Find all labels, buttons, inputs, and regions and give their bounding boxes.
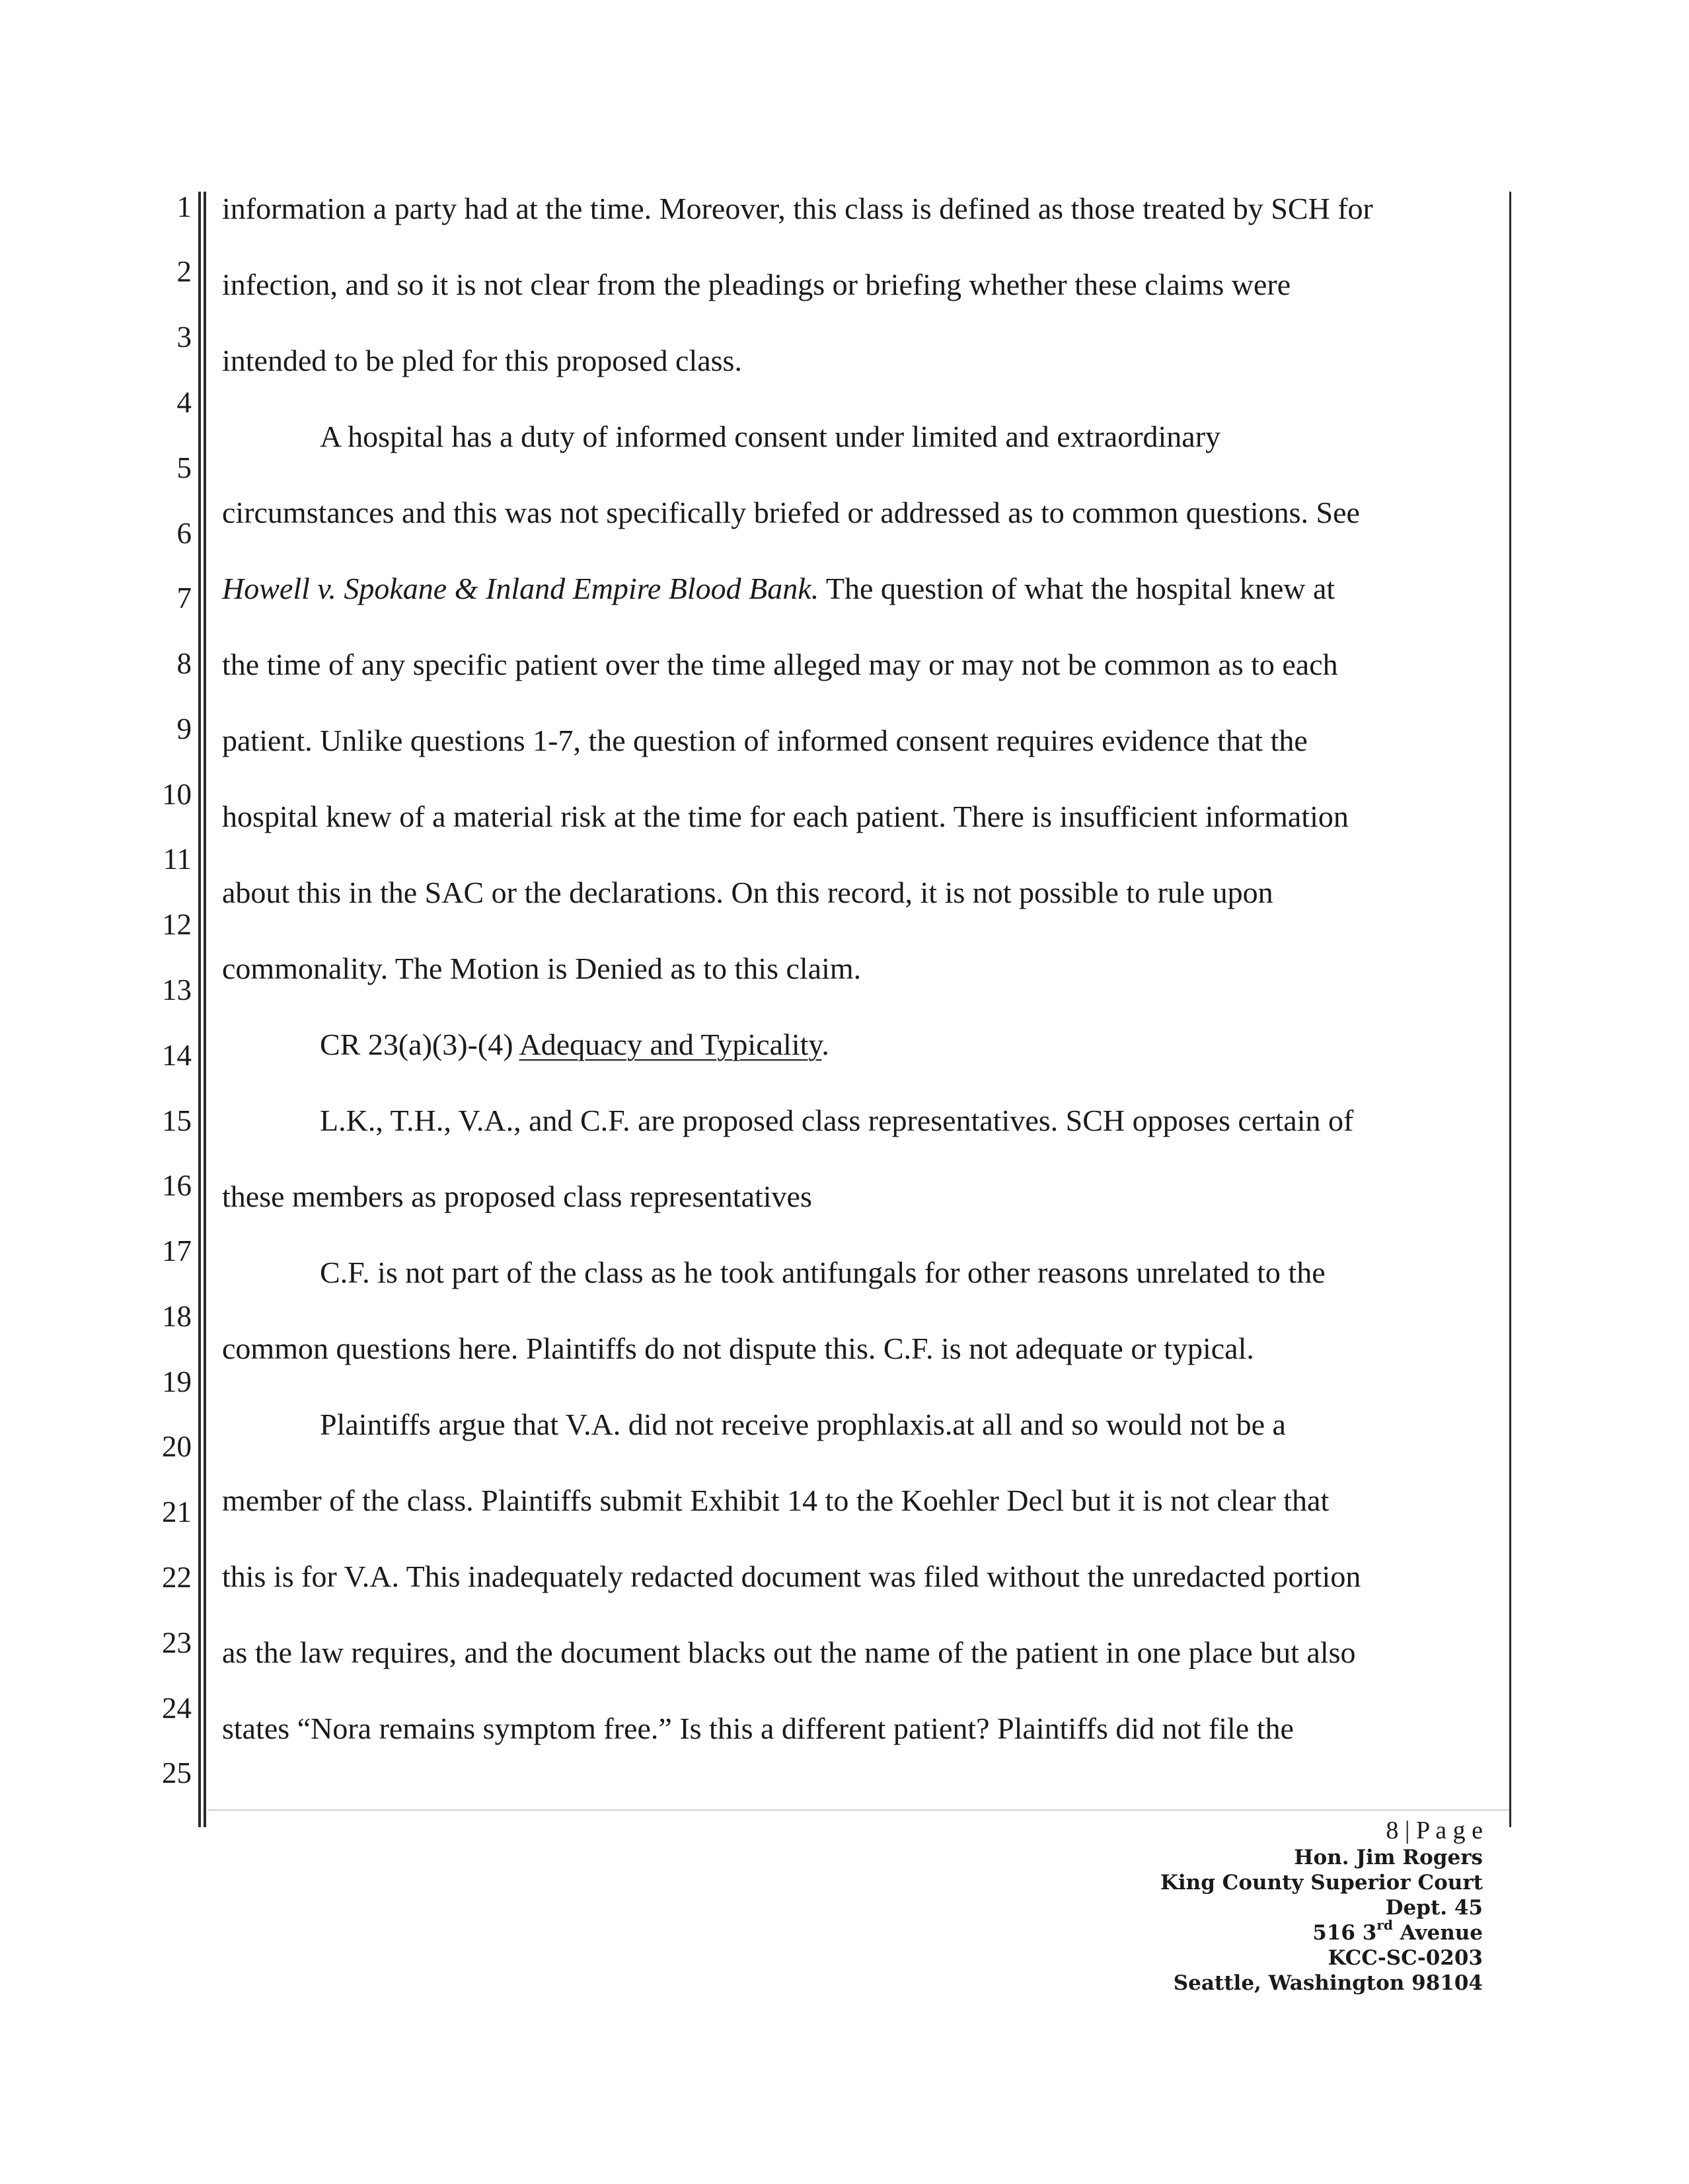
line-number: 12	[162, 908, 192, 941]
text-span: The question of what the hospital knew at	[819, 572, 1335, 605]
line-number: 11	[163, 843, 192, 876]
text-line: member of the class. Plaintiffs submit Exhibit 14 to the Koehler Decl but it is not clear that	[222, 1484, 1330, 1517]
footer-divider	[207, 1809, 1509, 1811]
line-number: 7	[176, 582, 192, 615]
text-line: hospital knew of a material risk at the time for each patient. There is insufficient information	[222, 800, 1349, 833]
street-address	[1160, 1916, 1483, 1945]
text-line: the time of any specific patient over the time alleged may or may not be common as to each	[222, 648, 1338, 681]
line-number: 17	[162, 1234, 192, 1267]
line-number: 8	[176, 647, 192, 680]
rule-reference: CR 23(a)(3)-(4)	[320, 1028, 519, 1061]
line-number: 5	[176, 451, 192, 484]
text-line	[222, 570, 1335, 607]
text-line: states “Nora remains symptom free.” Is this a different patient? Plaintiffs did not file the	[222, 1712, 1294, 1745]
text-line: these members as proposed class representatives	[222, 1180, 812, 1213]
text-line: L.K., T.H., V.A., and C.F. are proposed class representatives. SCH opposes certain of	[320, 1104, 1354, 1137]
line-number: 1	[176, 190, 192, 223]
line-number: 19	[162, 1365, 192, 1398]
line-number: 22	[162, 1561, 192, 1594]
text-line: as the law requires, and the document blacks out the name of the patient in one place but also	[222, 1636, 1356, 1669]
line-number: 9	[176, 712, 192, 745]
case-citation: Howell v. Spokane & Inland Empire Blood Bank.	[222, 572, 819, 605]
line-number: 20	[162, 1430, 192, 1463]
page-number: 8 | P a g e	[1386, 1817, 1483, 1844]
line-number: 2	[176, 255, 192, 288]
text-line: commonality. The Motion is Denied as to this claim.	[222, 952, 862, 985]
text-line: Plaintiffs argue that V.A. did not receive prophlaxis.at all and so would not be a	[320, 1408, 1286, 1441]
section-heading	[320, 1026, 829, 1063]
text-line: C.F. is not part of the class as he took antifungals for other reasons unrelated to the	[320, 1256, 1326, 1289]
address-street: Avenue	[1392, 1921, 1483, 1945]
adequacy-typicality-heading: Adequacy and Typicality	[519, 1028, 822, 1061]
left-margin-rule-inner	[204, 192, 206, 1827]
right-margin-rule	[1509, 192, 1511, 1827]
text-line: infection, and so it is not clear from the pleadings or briefing whether these claims were	[222, 268, 1291, 301]
line-number: 16	[162, 1169, 192, 1202]
court-name: King County Superior Court	[1160, 1871, 1483, 1895]
line-number: 21	[162, 1495, 192, 1528]
text-line: this is for V.A. This inadequately redacted document was filed without the unredacted portion	[222, 1560, 1361, 1593]
address-ordinal: rd	[1376, 1916, 1393, 1933]
heading-period: .	[821, 1028, 829, 1061]
line-number: 10	[162, 778, 192, 811]
line-number: 3	[176, 320, 192, 354]
room-number: KCC-SC-0203	[1328, 1946, 1483, 1970]
text-line: intended to be pled for this proposed class.	[222, 344, 742, 377]
department: Dept. 45	[1385, 1896, 1483, 1920]
text-line: common questions here. Plaintiffs do not dispute this. C.F. is not adequate or typical.	[222, 1332, 1254, 1365]
text-line: patient. Unlike questions 1-7, the question of informed consent requires evidence that the	[222, 724, 1308, 757]
line-number: 24	[162, 1692, 192, 1725]
city-state-zip: Seattle, Washington 98104	[1173, 1971, 1483, 1995]
line-number: 13	[162, 973, 192, 1006]
text-line: circumstances and this was not specifically briefed or addressed as to common questions. See	[222, 496, 1360, 529]
address-number: 516 3	[1312, 1921, 1377, 1945]
footer-block	[1160, 1816, 1483, 1996]
line-number: 14	[162, 1039, 192, 1072]
line-number: 6	[176, 517, 192, 550]
judge-name: Hon. Jim Rogers	[1294, 1846, 1483, 1869]
text-line: A hospital has a duty of informed consent under limited and extraordinary	[320, 420, 1221, 453]
line-number: 25	[162, 1756, 192, 1789]
line-number: 15	[162, 1104, 192, 1137]
line-number: 23	[162, 1626, 192, 1659]
line-number: 4	[176, 386, 192, 419]
text-line: information a party had at the time. Moreover, this class is defined as those treated by SCH for	[222, 192, 1373, 225]
text-line: about this in the SAC or the declarations. On this record, it is not possible to rule upon	[222, 876, 1273, 909]
line-number: 18	[162, 1300, 192, 1333]
left-margin-rule	[198, 192, 201, 1827]
